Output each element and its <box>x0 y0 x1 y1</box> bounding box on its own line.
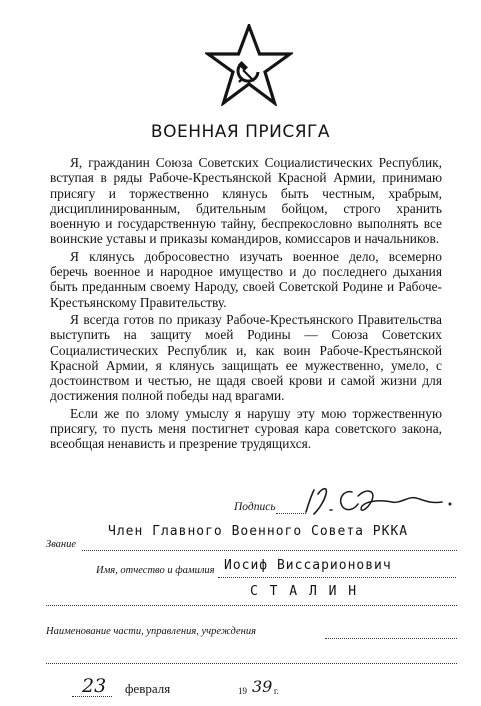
name-value-first: Иосиф Виссарионович <box>224 558 392 573</box>
date-year-suffix: г. <box>274 686 279 696</box>
date-year-prefix: 19 <box>238 686 247 696</box>
hammer-sickle-icon <box>238 62 258 82</box>
rank-line <box>82 550 457 551</box>
date-day-line <box>72 696 112 697</box>
oath-paragraph-1: Я, гражданин Союза Советских Социалистических Республик, вступая в ряды Рабоче-Крестьянской Красной Армии, принимаю присягу и торжественно клянусь быть честным, храбрым, дисциплинированным, бдительным бойцом, строго хранить военную и государственную тайну, беспрекословно выполнять все воинские уставы и приказы командиров, комиссаров и начальников. <box>50 155 442 247</box>
oath-paragraph-4: Если же по злому умыслу я нарушу эту мою торжественную присягу, то пусть меня постигнет суровая кара советского закона, всеобщая ненависть и презрение трудящихся. <box>50 405 442 452</box>
red-star-emblem-icon <box>205 24 293 106</box>
signature-label: Подпись <box>234 501 276 513</box>
rank-label: Звание <box>46 539 77 550</box>
oath-paragraph-2: Я клянусь добросовестно изучать военное дело, всемерно беречь военное и народное имущество и до последнего дыхания быть преданным своему Народу, своей Советской Родине и Рабоче-Крестьянскому Правительству. <box>50 248 442 310</box>
name-line-2 <box>46 605 457 606</box>
rank-value: Член Главного Военного Совета РККА <box>108 524 409 539</box>
unit-line-2 <box>46 663 457 664</box>
name-value-surname: С Т А Л И Н <box>250 584 359 599</box>
date-month: февраля <box>125 681 171 696</box>
unit-label: Наименование части, управления, учреждения <box>46 626 256 637</box>
oath-paragraph-3: Я всегда готов по приказу Рабоче-Крестьянского Правительства выступить на защиту моей Родины — Союза Советских Социалистических Республик и, как воин Рабоче-Крестьянской Красной Армии, я клянусь защищать ее мужественно, умело, с достоинством и честью, не щадя своей крови и самой жизни для достижения полной победы над врагами. <box>50 311 442 404</box>
document-title: ВОЕННАЯ ПРИСЯГА <box>150 122 331 142</box>
name-line <box>218 577 456 578</box>
date-year: 39 <box>252 677 273 696</box>
unit-line <box>325 638 457 639</box>
name-label: Имя, отчество и фамилия <box>96 565 215 576</box>
date-day: 23 <box>82 675 107 697</box>
oath-text <box>50 155 442 454</box>
handwritten-signature <box>296 480 456 520</box>
